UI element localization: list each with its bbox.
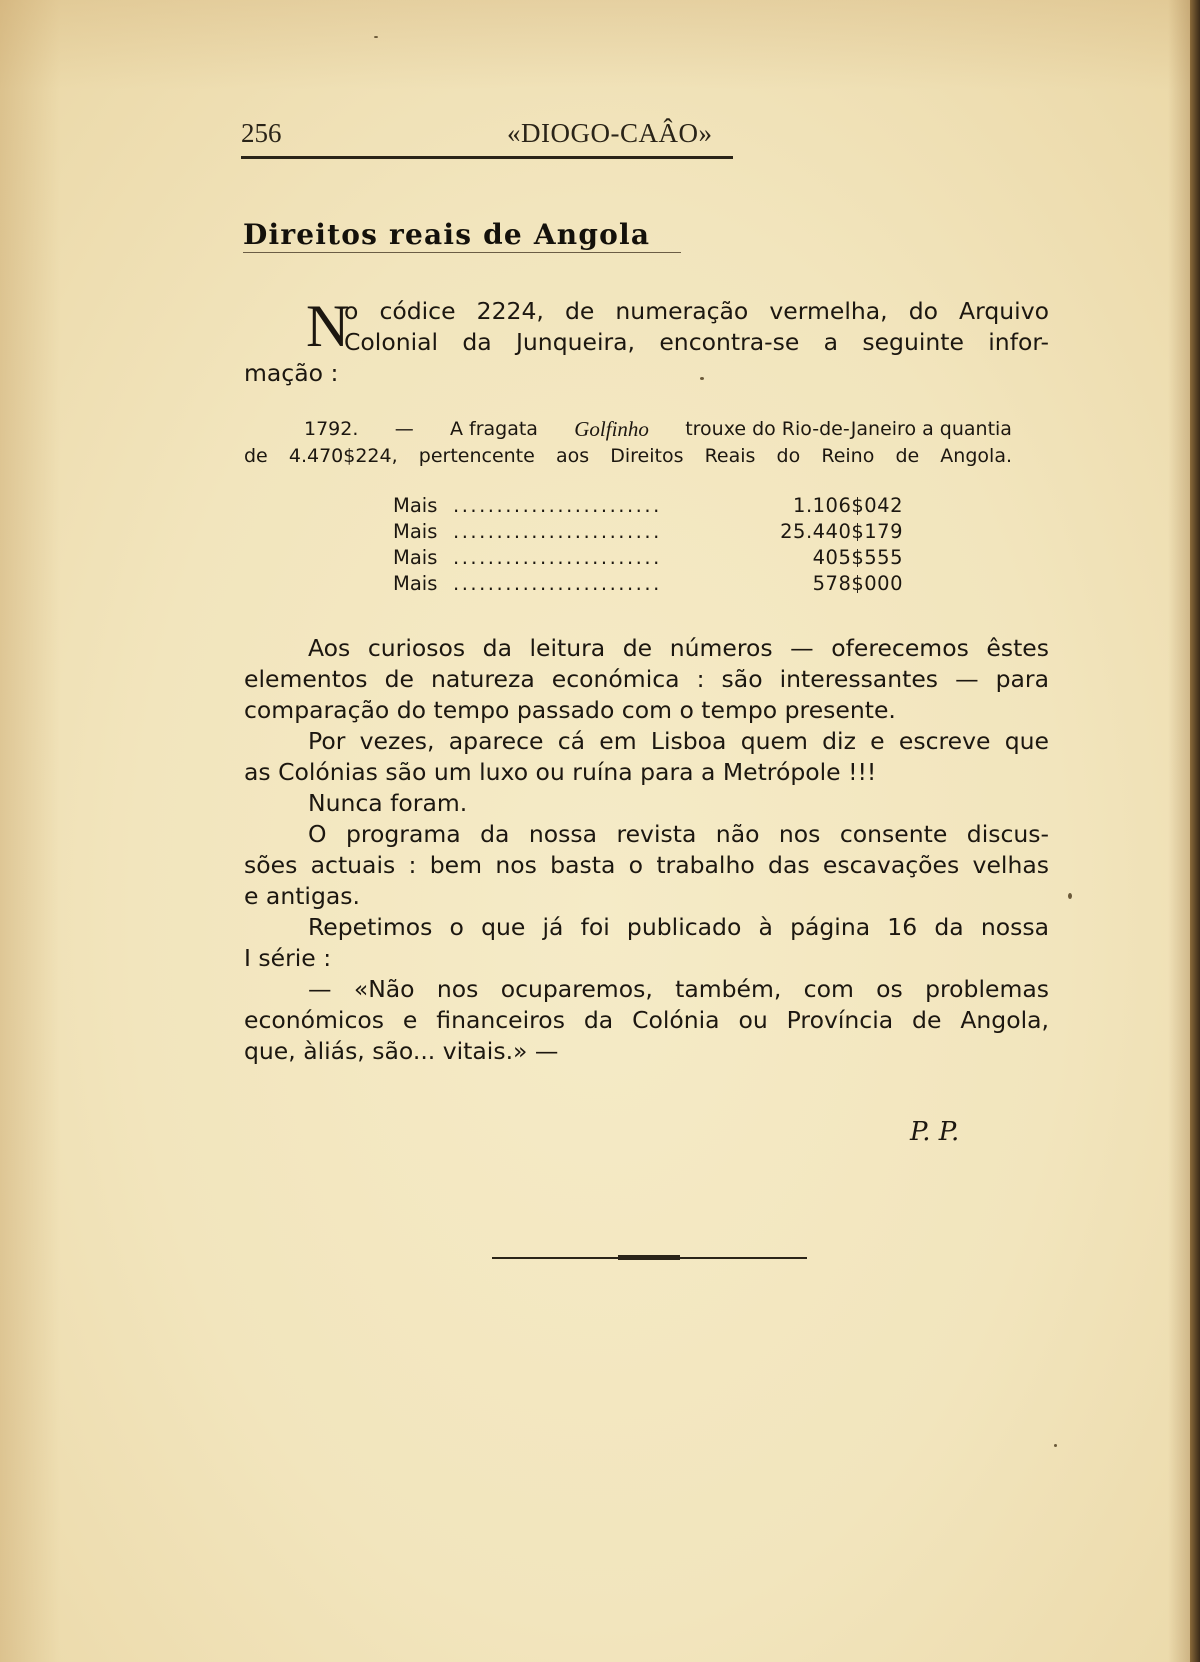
ledger-leader-dots: ........................ — [453, 494, 662, 517]
ledger-label: Mais — [393, 546, 438, 569]
paper-speck — [374, 36, 378, 38]
body-line: Nunca foram. — [308, 789, 468, 817]
intro-line-3: mação : — [244, 359, 339, 387]
body-line: e antigas. — [244, 882, 360, 910]
ledger-amount: 25.440$179 — [780, 520, 903, 543]
page-gutter-shadow — [1168, 0, 1190, 1662]
body-line: Por vezes, aparece cá em Lisboa quem diz e escreve que — [308, 727, 1049, 755]
ledger-row — [393, 572, 903, 598]
page-shadow-left — [0, 0, 60, 1662]
body-line: — «Não nos ocuparemos, também, com os problemas — [308, 975, 1049, 1003]
body-line: sões actuais : bem nos basta o trabalho das escavações velhas — [244, 851, 1049, 879]
journal-title: «DIOGO-CAÂO» — [507, 118, 713, 148]
paper-speck — [1054, 1444, 1057, 1447]
body-line: I série : — [244, 944, 332, 972]
article-title: Direitos reais de Angola — [243, 218, 651, 251]
ledger-amount: 1.106$042 — [793, 494, 903, 517]
ledger-row — [393, 520, 903, 546]
ledger-label: Mais — [393, 572, 438, 595]
ledger-amount: 578$000 — [812, 572, 903, 595]
ledger-amount: 405$555 — [812, 546, 903, 569]
intro-line-1: o códice 2224, de numeração vermelha, do Arquivo — [344, 297, 1049, 325]
record-line-1 — [304, 419, 1012, 439]
header-rule — [241, 156, 733, 159]
body-line: que, àliás, são... vitais.» — — [244, 1037, 559, 1065]
running-head — [241, 118, 733, 158]
body-line: elementos de natureza económica : são interessantes — para — [244, 665, 1049, 693]
record-text-2: trouxe do Rio-de-Janeiro a quantia — [685, 418, 1012, 440]
ledger-leader-dots: ........................ — [453, 572, 662, 595]
ledger-label: Mais — [393, 520, 438, 543]
body-line: Aos curiosos da leitura de números — oferecemos êstes — [308, 634, 1049, 662]
ledger-leader-dots: ........................ — [453, 520, 662, 543]
page-number: 256 — [241, 118, 282, 148]
ledger-row — [393, 546, 903, 572]
record-text-1: A fragata — [449, 418, 538, 440]
body-line: comparação do tempo passado com o tempo presente. — [244, 696, 896, 724]
paper-speck — [1068, 893, 1072, 899]
record-dash: — — [394, 418, 414, 440]
ledger-leader-dots: ........................ — [453, 546, 662, 569]
body-line: as Colónias são um luxo ou ruína para a Metrópole !!! — [244, 758, 877, 786]
body-line: económicos e financeiros da Colónia ou Província de Angola, — [244, 1006, 1049, 1034]
ledger-table — [393, 494, 903, 598]
section-end-ornament — [618, 1255, 680, 1260]
ledger-label: Mais — [393, 494, 438, 517]
body-line: O programa da nossa revista não nos consente discus- — [308, 820, 1049, 848]
ledger-row — [393, 494, 903, 520]
body-line: Repetimos o que já foi publicado à página 16 da nossa — [308, 913, 1049, 941]
author-signature: P. P. — [910, 1117, 960, 1147]
drop-cap: N — [306, 293, 350, 359]
intro-line-2: Colonial da Junqueira, encontra-se a seguinte infor- — [344, 328, 1049, 356]
title-underline — [243, 252, 681, 253]
record-line-2: de 4.470$224, pertencente aos Direitos Reais do Reino de Angola. — [244, 445, 1012, 467]
paper-speck — [700, 377, 704, 380]
book-binding-edge — [1190, 0, 1200, 1662]
page-shadow-top — [0, 0, 1200, 90]
record-year: 1792. — [304, 418, 359, 440]
ship-name: Golfinho — [574, 417, 649, 441]
